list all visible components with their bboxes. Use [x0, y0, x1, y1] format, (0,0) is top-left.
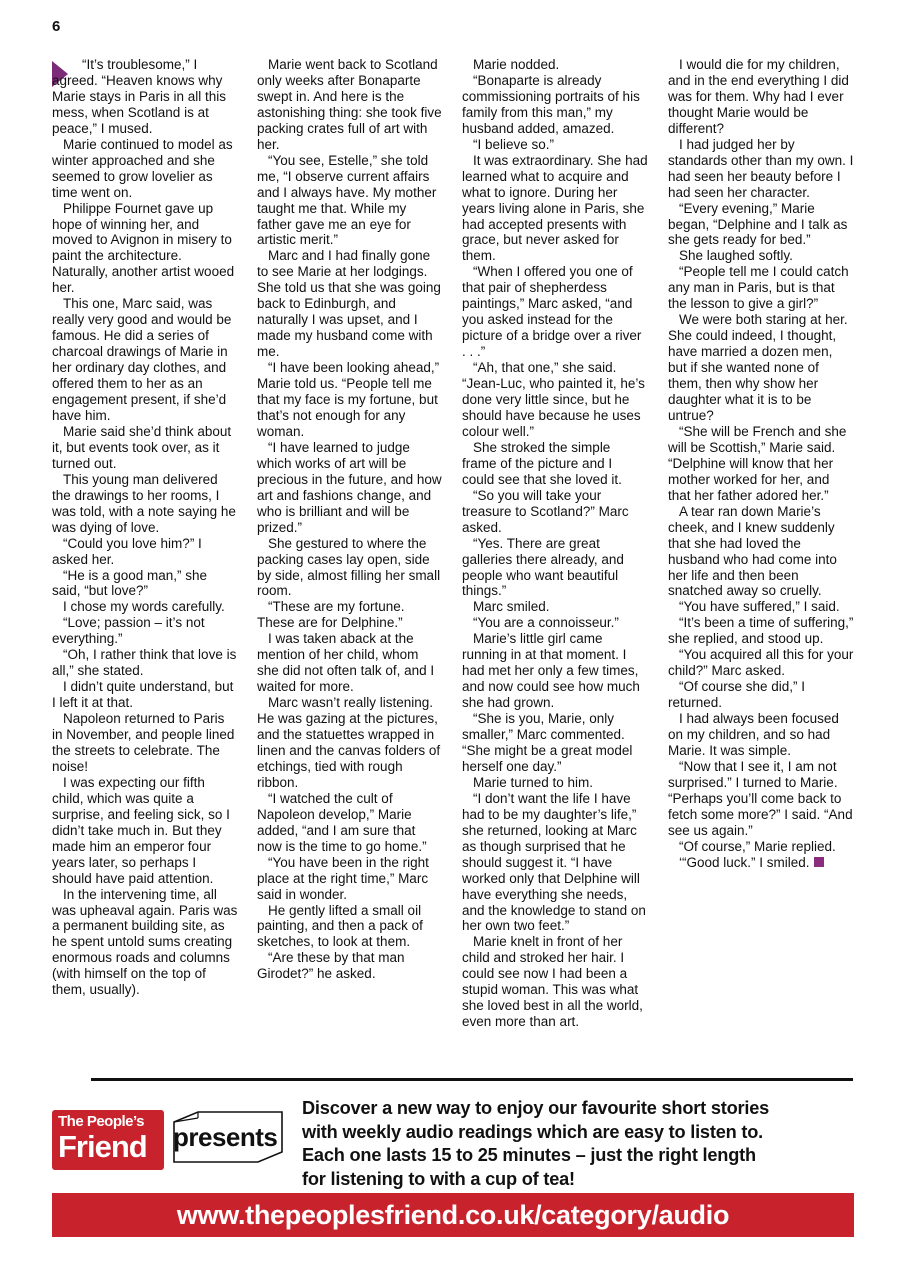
promo-line: with weekly audio readings which are easy to listen to.: [302, 1121, 763, 1142]
story-paragraph: In the intervening time, all was upheaval again. Paris was a permanent building site, as he spent untold sums creating enormous roads and columns (with himself on the top of them, usually).: [52, 886, 238, 998]
story-paragraph: “She will be French and she will be Scottish,” Marie said. “Delphine will know that her mother worked for her, and that her father adored her.”: [668, 423, 847, 503]
presents-badge: [170, 1108, 286, 1166]
story-paragraph: I didn’t quite understand, but I left it at that.: [52, 679, 234, 711]
story-paragraph: It was extraordinary. She had learned what to acquire and what to ignore. During her years living alone in Paris, she had accepted presents with grace, but never asked for them.: [462, 152, 648, 264]
story-paragraph: I was expecting our fifth child, which was quite a surprise, and feeling sick, so I didn’t take much in. But they made him an emperor four years later, so perhaps I should have paid attention.: [52, 774, 230, 886]
page-number: 6: [52, 18, 61, 35]
url-link[interactable]: www.thepeoplesfriend.co.uk/category/audio: [176, 1200, 730, 1230]
peoples-friend-logo: [52, 1110, 164, 1170]
divider-rule: [91, 1078, 853, 1081]
story-paragraph: “Are these by that man Girodet?” he asked.: [257, 950, 405, 982]
story-paragraph: “Yes. There are great galleries there already, and people who want beautiful things.”: [462, 535, 624, 599]
story-paragraph: ‘“Good luck.” I smiled.: [668, 855, 854, 871]
story-paragraph: “You have suffered,” I said.: [679, 599, 840, 615]
story-paragraph: I chose my words carefully.: [63, 599, 225, 615]
story-column-1: [52, 57, 238, 998]
story-paragraph: Marie turned to him.: [473, 774, 594, 790]
story-paragraph: “These are my fortune. These are for Delphine.”: [257, 599, 405, 631]
story-paragraph: “Love; passion – it’s not everything.”: [52, 615, 205, 647]
logo-bottom-text: Friend: [58, 1129, 147, 1164]
story-paragraph: “Bonaparte is already commissioning portraits of his family from this man,” my husband added, amazed.: [462, 72, 640, 136]
story-paragraph: “It’s troublesome,” I agreed. “Heaven knows why Marie stays in Paris in all this mess, when Scotland is at peace,” I mused.: [52, 57, 227, 136]
story-paragraph: “People tell me I could catch any man in Paris, but is that the lesson to give a girl?”: [668, 264, 849, 312]
story-paragraph: “I watched the cult of Napoleon develop,” Marie added, “and I am sure that now is the time to go home.”: [257, 790, 427, 854]
story-paragraph: I was taken aback at the mention of her child, whom she did not often talk of, and I waited for more.: [257, 631, 435, 695]
story-column-3: [462, 57, 648, 1030]
story-paragraph: This young man delivered the drawings to her rooms, I was told, with a note saying he was dying of love.: [52, 471, 236, 535]
story-paragraph: She stroked the simple frame of the picture and I could see that she loved it.: [462, 439, 622, 487]
story-paragraph: Napoleon returned to Paris in November, and people lined the streets to celebrate. The noise!: [52, 711, 235, 774]
story-paragraph: “You see, Estelle,” she told me, “I observe current affairs and I always have. My mother taught me that. While my father gave me an eye for artistic merit.”: [257, 152, 437, 248]
story-paragraph: “Every evening,” Marie began, “Delphine and I talk as she gets ready for bed.”: [668, 200, 848, 248]
story-paragraph: Marie said she’d think about it, but events took over, as it turned out.: [52, 423, 232, 471]
presents-text: presents: [173, 1122, 278, 1152]
promo-text: [302, 1097, 854, 1191]
story-paragraph: “She is you, Marie, only smaller,” Marc commented. “She might be a great model herself one day.”: [462, 711, 633, 774]
story-paragraph: She laughed softly.: [679, 248, 793, 264]
story-paragraph: We were both staring at her. She could indeed, I thought, have married a dozen men, but if she wanted none of them, then why show her daughter what it is to be untrue?: [668, 312, 848, 423]
story-paragraph: “He is a good man,” she said, “but love?”: [52, 567, 208, 599]
story-paragraph: I had judged her by standards other than my own. I had seen her beauty before I had seen her character.: [668, 136, 854, 200]
story-paragraph: Marc wasn’t really listening. He was gazing at the pictures, and the statuettes wrapped in linen and the canvas folders of etchings, tied with rough ribbon.: [257, 695, 441, 790]
story-column-4: [668, 57, 854, 871]
story-paragraph: I would die for my children, and in the end everything I did was for them. Why had I ever thought Marie would be different?: [668, 57, 849, 136]
story-paragraph: “You have been in the right place at the right time,” Marc said in wonder.: [257, 854, 429, 902]
promo-line: Discover a new way to enjoy our favourite short stories: [302, 1098, 770, 1118]
story-paragraph: “Now that I see it, I am not surprised.” I turned to Marie. “Perhaps you’ll come back to fetch some more?” I said. “And see us again.”: [668, 758, 853, 838]
url-banner[interactable]: [52, 1193, 854, 1237]
logo-top-text: The People’s: [58, 1113, 144, 1130]
story-end-square-icon: [814, 857, 824, 867]
story-paragraph: This one, Marc said, was really very good and would be famous. He did a series of charcoal drawings of Marie in her ordinary day clothes, and offered them to her as an engagement present, if she’d have him.: [52, 296, 232, 423]
story-column-2: [257, 57, 443, 982]
story-paragraph: He gently lifted a small oil painting, and then a pack of sketches, to look at them.: [257, 902, 423, 950]
story-paragraph: Marie’s little girl came running in at that moment. I had met her only a few times, and now could see how much she had grown.: [462, 631, 640, 711]
story-paragraph: Marie went back to Scotland only weeks after Bonaparte swept in. And here is the astonishing thing: she took five packing crates full of art with her.: [257, 57, 442, 152]
story-paragraph: “Ah, that one,” she said. “Jean-Luc, who painted it, he’s done very little since, but he should have because he uses colour well.”: [462, 360, 645, 439]
story-paragraph: Marc and I had finally gone to see Marie at her lodgings. She told us that she was going back to Edinburgh, and naturally I was upset, and I made my husband come with me.: [257, 248, 441, 360]
story-paragraph: “I don’t want the life I have had to be my daughter’s life,” she returned, looking at Marc as though surprised that he should suggest it. “I have worked only that Delphine will have everything she needs, and the knowledge to stand on her own two feet.”: [462, 790, 646, 934]
promo-line: Each one lasts 15 to 25 minutes – just the right length: [302, 1145, 756, 1165]
story-paragraph: I had always been focused on my children, and so had Marie. It was simple.: [668, 711, 839, 758]
story-paragraph: “Could you love him?” I asked her.: [52, 535, 202, 567]
story-paragraph: “When I offered you one of that pair of shepherdess paintings,” Marc asked, “and you asked instead for the picture of a bridge over a river . . .”: [462, 264, 642, 360]
story-paragraph: “Of course she did,” I returned.: [668, 679, 806, 711]
story-paragraph: “I have been looking ahead,” Marie told us. “People tell me that my face is my fortune, but that’s not enough for any woman.: [257, 360, 440, 439]
story-paragraph: “So you will take your treasure to Scotland?” Marc asked.: [462, 487, 629, 535]
story-paragraph: “You are a connoisseur.”: [473, 615, 619, 631]
story-paragraph: Philippe Fournet gave up hope of winning her, and moved to Avignon in misery to paint the architecture. Naturally, another artist wooed her.: [52, 200, 235, 296]
story-paragraph: “Oh, I rather think that love is all,” she stated.: [52, 647, 237, 679]
story-text: [52, 57, 854, 1067]
story-paragraph: Marie knelt in front of her child and stroked her hair. I could see now I had been a stupid woman. This was what she loved best in all the world, even more than art.: [462, 934, 643, 1030]
story-paragraph: Marie continued to model as winter approached and she seemed to grow lovelier as time went on.: [52, 136, 233, 200]
story-paragraph: Marc smiled.: [473, 599, 550, 615]
story-paragraph: “It’s been a time of suffering,” she replied, and stood up.: [668, 615, 854, 647]
story-paragraph: “I believe so.”: [473, 136, 555, 152]
story-paragraph: “Of course,” Marie replied.: [679, 838, 836, 854]
promo-line: for listening to with a cup of tea!: [302, 1168, 575, 1189]
story-paragraph: Marie nodded.: [473, 57, 560, 72]
story-paragraph: She gestured to where the packing cases lay open, side by side, almost filling her small room.: [257, 535, 441, 599]
story-paragraph: “You acquired all this for your child?” Marc asked.: [668, 647, 854, 679]
story-paragraph: A tear ran down Marie’s cheek, and I knew suddenly that she had loved the husband who had come into her life and then been snatched away so cruelly.: [668, 503, 837, 599]
story-paragraph: “I have learned to judge which works of art will be precious in the future, and how art and fashions change, and who is brilliant and will be prized.”: [257, 439, 442, 535]
